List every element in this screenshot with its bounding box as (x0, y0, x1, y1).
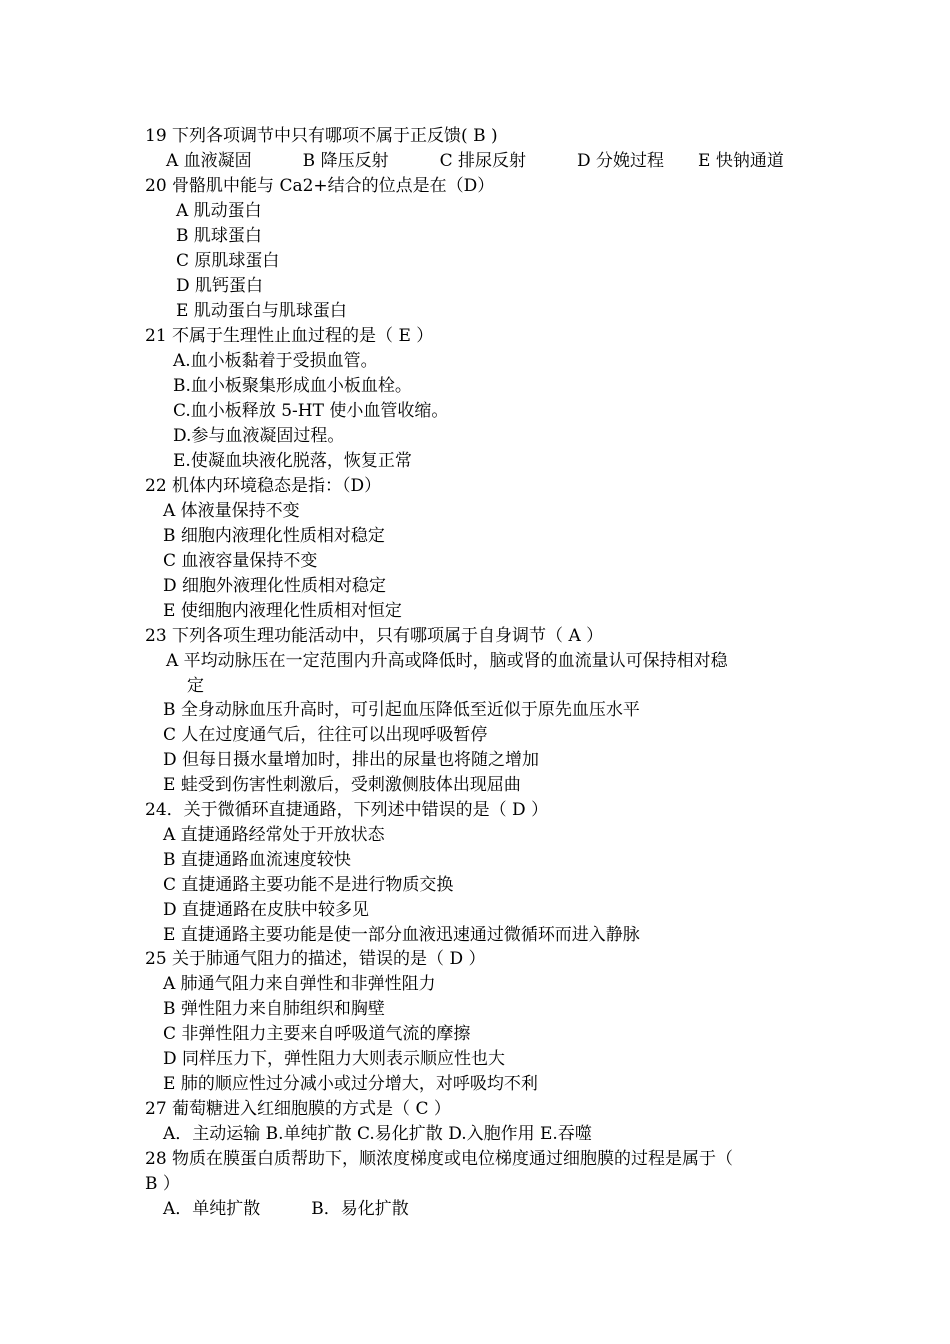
question-option: B 细胞内液理化性质相对稳定 (163, 526, 385, 546)
question-option: E.使凝血块液化脱落，恢复正常 (173, 451, 412, 471)
question-option: D 细胞外液理化性质相对稳定 (163, 576, 387, 596)
question-options: A．单纯扩散 B．易化扩散 (163, 1199, 409, 1219)
question-option: C 直捷通路主要功能不是进行物质交换 (163, 875, 454, 895)
question-option: E 直捷通路主要功能是使一部分血液迅速通过微循环而进入静脉 (163, 925, 640, 945)
question-option: A 体液量保持不变 (163, 501, 300, 521)
question-stem-continuation: B ） (145, 1174, 180, 1194)
question-option: B.血小板聚集形成血小板血栓。 (173, 376, 412, 396)
question-option: D.参与血液凝固过程。 (173, 426, 345, 446)
question-option: D 同样压力下，弹性阻力大则表示顺应性也大 (163, 1049, 506, 1069)
question-option: C 非弹性阻力主要来自呼吸道气流的摩擦 (163, 1024, 471, 1044)
question-stem: 22 机体内环境稳态是指：（D） (145, 476, 382, 496)
question-option: B 肌球蛋白 (176, 226, 262, 246)
question-options: A 血液凝固 B 降压反射 C 排尿反射 D 分娩过程 E 快钠通道 (166, 151, 784, 171)
question-option-continuation: 定 (187, 676, 204, 696)
question-option: E 使细胞内液理化性质相对恒定 (163, 601, 402, 621)
question-option: C 人在过度通气后，往往可以出现呼吸暂停 (163, 725, 488, 745)
question-stem: 24．关于微循环直捷通路，下列述中错误的是（ D ） (145, 800, 549, 820)
question-option: A 平均动脉压在一定范围内升高或降低时，脑或肾的血流量认可保持相对稳 (166, 651, 728, 671)
question-stem: 23 下列各项生理功能活动中，只有哪项属于自身调节（ A ） (145, 626, 604, 646)
question-option: C.血小板释放 5-HT 使小血管收缩。 (173, 401, 449, 421)
question-option: E 肌动蛋白与肌球蛋白 (176, 301, 347, 321)
question-option: E 蛙受到伤害性刺激后，受刺激侧肢体出现屈曲 (163, 775, 521, 795)
question-option: B 直捷通路血流速度较快 (163, 850, 351, 870)
question-option: A.血小板黏着于受损血管。 (173, 351, 378, 371)
question-option: D 直捷通路在皮肤中较多见 (163, 900, 370, 920)
question-option: B 全身动脉血压升高时，可引起血压降低至近似于原先血压水平 (163, 700, 640, 720)
question-option: D 肌钙蛋白 (176, 276, 264, 296)
question-option: E 肺的顺应性过分减小或过分增大，对呼吸均不利 (163, 1074, 538, 1094)
question-option: C 原肌球蛋白 (176, 251, 280, 271)
question-stem: 21 不属于生理性止血过程的是（ E ） (145, 326, 434, 346)
question-stem: 19 下列各项调节中只有哪项不属于正反馈( B ) (145, 126, 498, 146)
question-stem: 28 物质在膜蛋白质帮助下，顺浓度梯度或电位梯度通过细胞膜的过程是属于（ (145, 1149, 734, 1169)
question-stem: 25 关于肺通气阻力的描述，错误的是（ D ） (145, 949, 486, 969)
question-option: A 直捷通路经常处于开放状态 (163, 825, 385, 845)
question-option: A 肺通气阻力来自弹性和非弹性阻力 (163, 974, 436, 994)
question-option: B 弹性阻力来自肺组织和胸壁 (163, 999, 385, 1019)
question-options: A．主动运输 B.单纯扩散 C.易化扩散 D.入胞作用 E.吞噬 (163, 1124, 592, 1144)
question-option: D 但每日摄水量增加时，排出的尿量也将随之增加 (163, 750, 540, 770)
question-option: C 血液容量保持不变 (163, 551, 318, 571)
question-stem: 27 葡萄糖进入红细胞膜的方式是（ C ） (145, 1099, 451, 1119)
question-option: A 肌动蛋白 (176, 201, 262, 221)
question-stem: 20 骨骼肌中能与 Ca2+结合的位点是在（D） (145, 176, 495, 196)
